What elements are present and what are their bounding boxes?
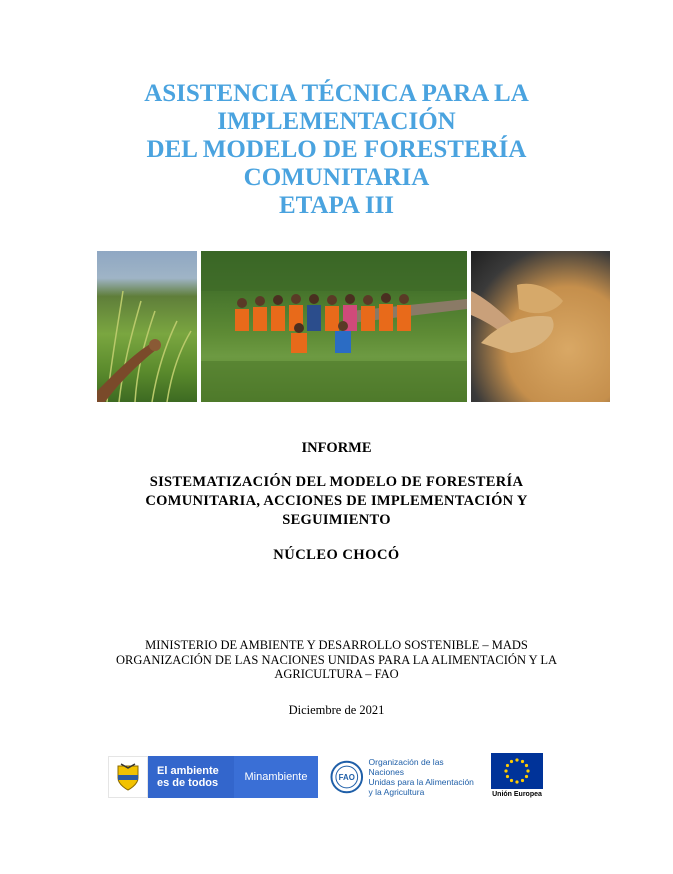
report-type-label: INFORME	[301, 440, 372, 456]
minambiente-logo	[108, 756, 318, 798]
eu-logo	[489, 753, 545, 801]
subtitle-line-2: COMUNITARIA, ACCIONES DE IMPLEMENTACIÓN Y	[145, 493, 528, 509]
report-subtitle	[0, 473, 673, 530]
institution-line-1: MINISTERIO DE AMBIENTE Y DESARROLLO SOSTENIBLE – MADS	[145, 638, 528, 652]
fao-emblem-icon	[330, 760, 364, 794]
document-title	[0, 80, 673, 220]
eu-flag-icon	[491, 753, 543, 789]
fao-label	[369, 757, 480, 797]
fao-logo	[330, 756, 480, 798]
mads-slogan-line-2: es de todos	[157, 777, 219, 789]
subtitle-line-1: SISTEMATIZACIÓN DEL MODELO DE FORESTERÍA	[149, 474, 524, 490]
title-line-3: DEL MODELO DE FORESTERÍA	[146, 136, 527, 163]
title-line-5: ETAPA III	[278, 192, 395, 219]
cover-photo-strip	[97, 251, 610, 402]
mads-name: Minambiente	[234, 756, 318, 798]
institution-line-3: AGRICULTURA – FAO	[274, 667, 399, 681]
seeds-in-hands-photo	[471, 251, 610, 402]
colombia-crest-icon	[108, 756, 148, 798]
title-line-4: COMUNITARIA	[243, 164, 430, 191]
subtitle-line-3: SEGUIMIENTO	[282, 512, 391, 528]
institution-line-2: ORGANIZACIÓN DE LAS NACIONES UNIDAS PARA LA ALIMENTACIÓN Y LA	[115, 652, 557, 667]
institutions-block	[0, 638, 673, 682]
eu-label: Unión Europea	[492, 791, 542, 798]
nucleus-label: NÚCLEO CHOCÓ	[273, 547, 400, 563]
title-line-2: IMPLEMENTACIÓN	[217, 108, 456, 135]
rice-field-photo	[97, 251, 197, 402]
logo-bar	[108, 753, 562, 801]
fao-label-line-2: Unidas para la Alimentación	[368, 777, 474, 787]
fao-label-line-1: Organización de las Naciones	[368, 757, 444, 777]
mads-slogan	[148, 756, 234, 798]
fao-emblem-text: FAO	[338, 772, 355, 782]
community-group-photo	[201, 251, 467, 402]
mads-slogan-line-1: El ambiente	[157, 765, 219, 777]
title-line-1: ASISTENCIA TÉCNICA PARA LA	[144, 80, 529, 107]
document-date: Diciembre de 2021	[288, 703, 385, 717]
fao-label-line-3: y la Agricultura	[368, 787, 425, 797]
